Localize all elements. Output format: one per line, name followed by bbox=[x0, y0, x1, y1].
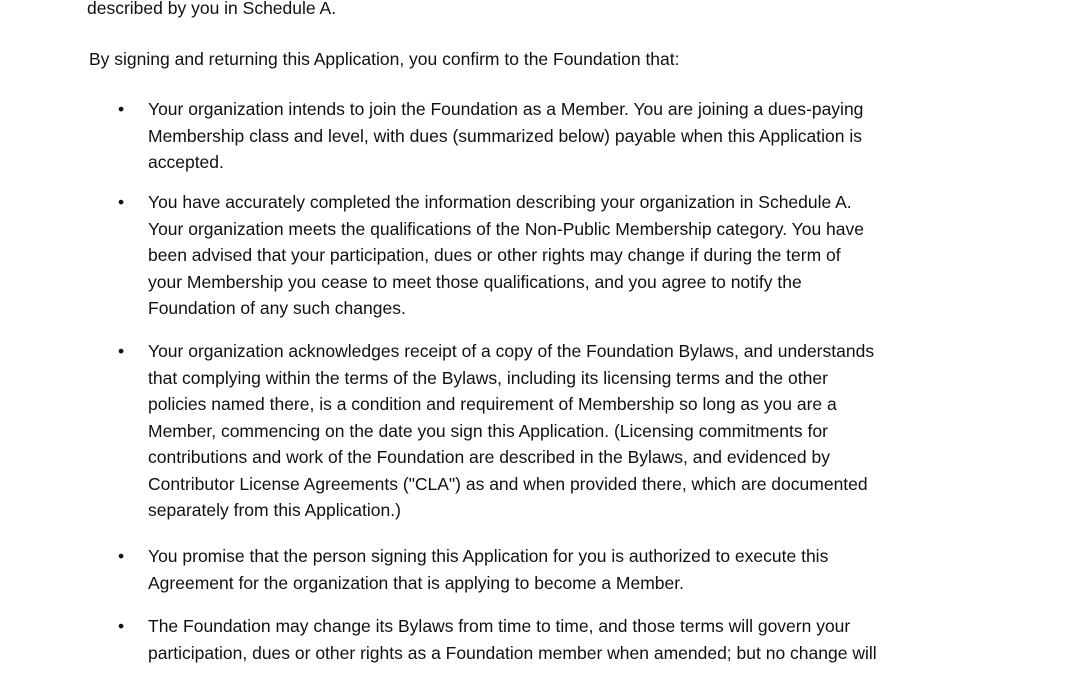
bullet-icon: • bbox=[118, 99, 125, 119]
text-line: Membership class and level, with dues (summarized below) payable when this Application is bbox=[148, 125, 862, 146]
bullet-text bbox=[148, 613, 978, 666]
text-line: Your organization intends to join the Foundation as a Member. You are joining a dues-paying bbox=[148, 99, 864, 119]
bullet-text bbox=[148, 338, 978, 524]
text-line: You have accurately completed the information describing your organization in Schedule A. bbox=[148, 192, 852, 212]
text-line: that complying within the terms of the Bylaws, including its licensing terms and the other bbox=[148, 367, 828, 388]
text-line: The Foundation may change its Bylaws from time to time, and those terms will govern your bbox=[148, 616, 851, 636]
text-line: been advised that your participation, dues or other rights may change if during the term of bbox=[148, 245, 841, 265]
text-line: separately from this Application.) bbox=[148, 500, 401, 520]
bullet-icon: • bbox=[118, 616, 125, 636]
bullet-icon: • bbox=[118, 192, 125, 212]
text-line: You promise that the person signing this Application for you is authorized to execute this bbox=[148, 546, 829, 566]
text-line: your Membership you cease to meet those qualifications, and you agree to notify the bbox=[148, 271, 802, 292]
bullet-icon: • bbox=[118, 546, 125, 566]
text-line: Your organization meets the qualifications of the Non-Public Membership category. You have bbox=[148, 218, 864, 239]
text-line: Agreement for the organization that is applying to become a Member. bbox=[148, 572, 684, 593]
text-line: contributions and work of the Foundation are described in the Bylaws, and evidenced by bbox=[148, 447, 830, 467]
bullet-text bbox=[148, 189, 978, 322]
text-line: participation, dues or other rights as a Foundation member when amended; but no change will bbox=[148, 642, 877, 663]
bullet-text bbox=[148, 96, 978, 176]
text-line: Foundation of any such changes. bbox=[148, 298, 406, 318]
text-line: accepted. bbox=[148, 152, 224, 172]
intro-paragraph: By signing and returning this Application, you confirm to the Foundation that: bbox=[89, 49, 680, 69]
bullet-text bbox=[148, 543, 978, 596]
text-line: Member, commencing on the date you sign this Application. (Licensing commitments for bbox=[148, 420, 828, 441]
bullet-icon: • bbox=[118, 341, 125, 361]
schedule-reference-line: described by you in Schedule A. bbox=[87, 0, 337, 18]
text-line: policies named there, is a condition and requirement of Membership so long as you are a bbox=[148, 394, 837, 414]
text-line: Your organization acknowledges receipt of a copy of the Foundation Bylaws, and understands bbox=[148, 341, 875, 361]
text-line: Contributor License Agreements ("CLA") as and when provided there, which are documented bbox=[148, 473, 868, 494]
